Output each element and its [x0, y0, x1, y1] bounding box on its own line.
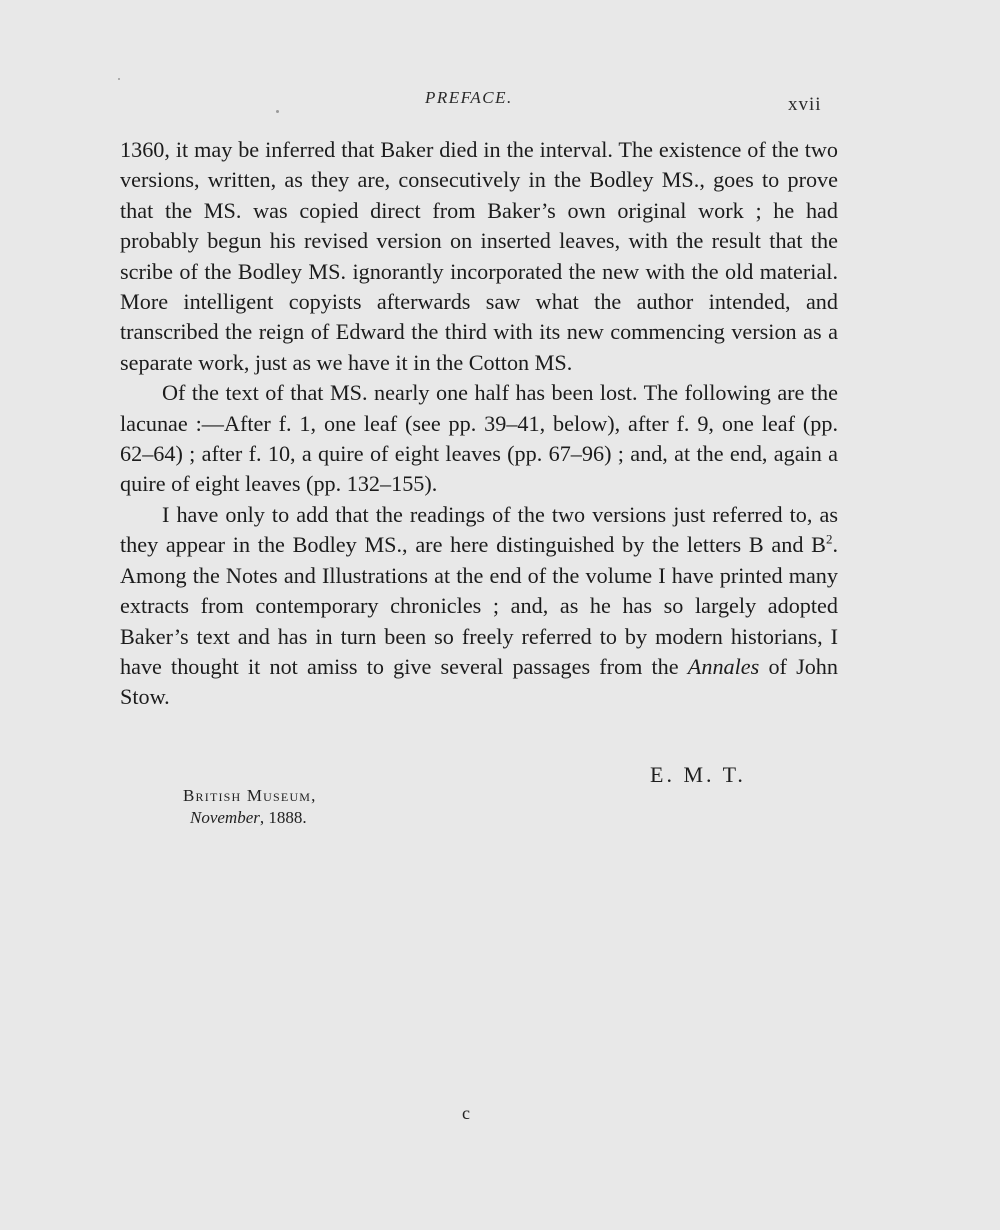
printer-signature-mark: c — [462, 1103, 470, 1123]
paragraph-readings — [120, 500, 838, 713]
paper-speck — [118, 78, 120, 80]
superscript-2: 2 — [825, 531, 833, 547]
signoff-date — [190, 808, 307, 828]
running-title: PREFACE. — [425, 88, 513, 107]
paragraph-readings-text-b: . Among the Notes and Illustrations at the end of the volume I have printed many extracts from contemporary chronicles ; and, as he has so largely adopted Baker’s text and has in turn been so freely referred to by modern historians, I have thought it not amiss to give several passages from the — [120, 532, 838, 679]
paragraph-readings-text-a: I have only to add that the readings of the two versions just referred to, as they appear in the Bodley MS., are here distinguished by the letters B and B — [120, 501, 838, 558]
paragraph-lacunae: Of the text of that MS. nearly one half has been lost. The following are the lacunae :—After f. 1, one leaf (see pp. 39–41, below), after f. 9, one leaf (pp. 62–64) ; after f. 10, a quire of eight leaves (pp. 67–96) ; and, at the end, again a quire of eight leaves (pp. 132–155). — [120, 380, 838, 497]
signoff-year: , 1888. — [259, 808, 307, 827]
author-initials: E. M. T. — [650, 762, 746, 787]
annales-title: Annales — [687, 653, 760, 679]
signoff-place: British Museum, — [183, 786, 317, 805]
page-number: xvii — [788, 94, 822, 115]
paper-speck — [276, 110, 279, 113]
running-head — [0, 88, 1000, 118]
signoff-month: November — [190, 808, 260, 827]
body-text — [120, 135, 838, 713]
paragraph-readings-text-c: of John Stow. — [120, 653, 838, 710]
paragraph-continuation: 1360, it may be inferred that Baker died in the interval. The existence of the two versions, written, as they are, consecutively in the Bodley MS., goes to prove that the MS. was copied direct from Baker’s own original work ; he had probably begun his revised version on inserted leaves, with the result that the scribe of the Bodley MS. ignorantly incorporated the new with the old material. More intelligent copyists afterwards saw what the author intended, and transcribed the reign of Edward the third with its new commencing version as a separate work, just as we have it in the Cotton MS. — [120, 137, 838, 375]
